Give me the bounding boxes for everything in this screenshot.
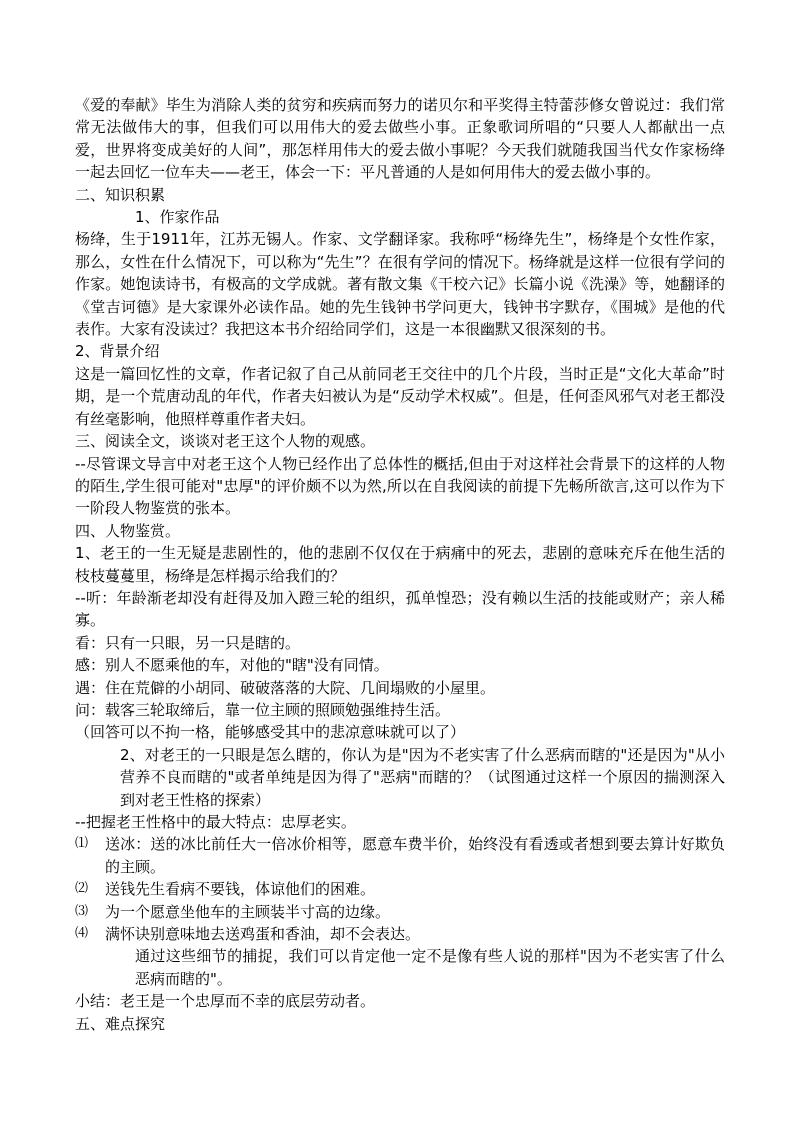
list-marker: ⑵ [75,881,89,897]
list-item [75,878,725,900]
answer-note: （回答可以不拘一格，能够感受其中的悲凉意味就可以了） [75,723,466,742]
question-two: 2、对老王的一只眼是怎么瞎的，你认为是"因为不老实害了什么恶病而瞎的"还是因为"从小营养不良而瞎的"或者单纯是因为得了"恶病"而瞎的？（试图通过这样一个原因的揣测深入到对老王性格的探索） [120,745,725,809]
answer-ask: 问：载客三轮取缔后，靠一位主顾的照顾勉强维持生活。 [75,700,451,719]
author-paragraph: 杨绛，生于1911年，江苏无锡人。作家、文学翻译家。我称呼“杨绛先生”，杨绛是个女性作家，那么，女性在什么情况下，可以称为“先生”？在很有学问的情况下。杨绛就是这样一位很有学问的作家。她饱读诗书，有极高的文学成就。著有散文集《干校六记》长篇小说《洗澡》等，她翻译的《堂吉诃德》是大家课外必读作品。她的先生钱钟书学问更大，钱钟书字默存，《围城》是他的代表作。大家有没读过？我把这本书介绍给同学们，这是一本很幽默又很深刻的书。 [75,230,725,339]
list-marker: ⑶ [75,903,89,919]
section-heading-knowledge: 二、知识积累 [75,185,166,204]
list-item-text: 满怀诀别意味地去送鸡蛋和香油，却不会表达。 [105,925,421,944]
answer-listen: --听：年龄渐老却没有赶得及加入蹬三轮的组织，孤单惶恐；没有赖以生活的技能或财产；亲人稀寡。 [75,588,725,630]
list-item-text: 送钱先生看病不要钱，体谅他们的困难。 [105,880,376,899]
list-item [75,901,725,923]
list-item-text: 送冰：送的冰比前任大一倍冰价相等，愿意车费半价，始终没有看透或者想到要去算计好欺负的主顾。 [105,835,725,876]
answer-see: 看：只有一只眼，另一只是瞎的。 [75,633,301,652]
list-marker: ⑴ [75,836,89,852]
detail-conclusion: 通过这些细节的捕捉，我们可以肯定他一定不是像有些人说的那样"因为不老实害了什么恶病而瞎的"。 [135,947,725,988]
subheading-author-works: 1、作家作品 [135,208,220,227]
section-heading-character: 四、人物鉴赏。 [75,521,181,540]
list-item-text: 为一个愿意坐他车的主顾装半寸高的边缘。 [105,902,391,921]
list-marker: ⑷ [75,926,89,942]
answer-encounter: 遇：住在荒僻的小胡同、破破落落的大院、几间塌败的小屋里。 [75,678,496,697]
section-heading-reading: 三、阅读全文，谈谈对老王这个人物的观感。 [75,432,376,451]
question-one: 1、老王的一生无疑是悲剧性的，他的悲剧不仅仅在于病痛中的死去，悲剧的意味充斥在他生活的枝枝蔓蔓里，杨绛是怎样揭示给我们的？ [75,544,725,585]
background-paragraph: 这是一篇回忆性的文章，作者记叙了自己从前同老王交往中的几个片段，当时正是“文化大革命”时期，是一个荒唐动乱的年代，作者夫妇被认为是“反动学术权威”。但是，任何歪风邪气对老王都没有丝毫影响，他照样尊重作者夫妇。 [75,364,725,428]
reading-paragraph: --尽管课文导言中对老王这个人物已经作出了总体性的概括,但由于对这样社会背景下的这样的人物的陌生,学生很可能对"忠厚"的评价颇不以为然,所以在自我阅读的前提下先畅所欲言,这可以作为下一阶段人物鉴赏的张本。 [75,454,725,518]
intro-paragraph: 《爱的奉献》毕生为消除人类的贫穷和疾病而努力的诺贝尔和平奖得主特蕾莎修女曾说过：我们常常无法做伟大的事，但我们可以用伟大的爱去做些小事。正象歌词所唱的“只要人人都献出一点爱，世界将变成美好的人间”，那怎样用伟大的爱去做小事呢？今天我们就随我国当代女作家杨绛一起去回忆一位车夫——老王，体会一下：平凡普通的人是如何用伟大的爱去做小事的。 [75,96,725,182]
answer-feel: 感：别人不愿乘他的车，对他的"瞎"没有同情。 [75,656,389,675]
section-heading-difficulty: 五、难点探究 [75,1014,166,1033]
subheading-background: 2、背景介绍 [75,342,160,361]
summary: 小结：老王是一个忠厚而不幸的底层劳动者。 [75,992,376,1011]
list-item [75,923,725,945]
document-page [75,94,725,1035]
list-item [75,833,725,878]
trait-summary: --把握老王性格中的最大特点：忠厚老实。 [75,813,356,831]
